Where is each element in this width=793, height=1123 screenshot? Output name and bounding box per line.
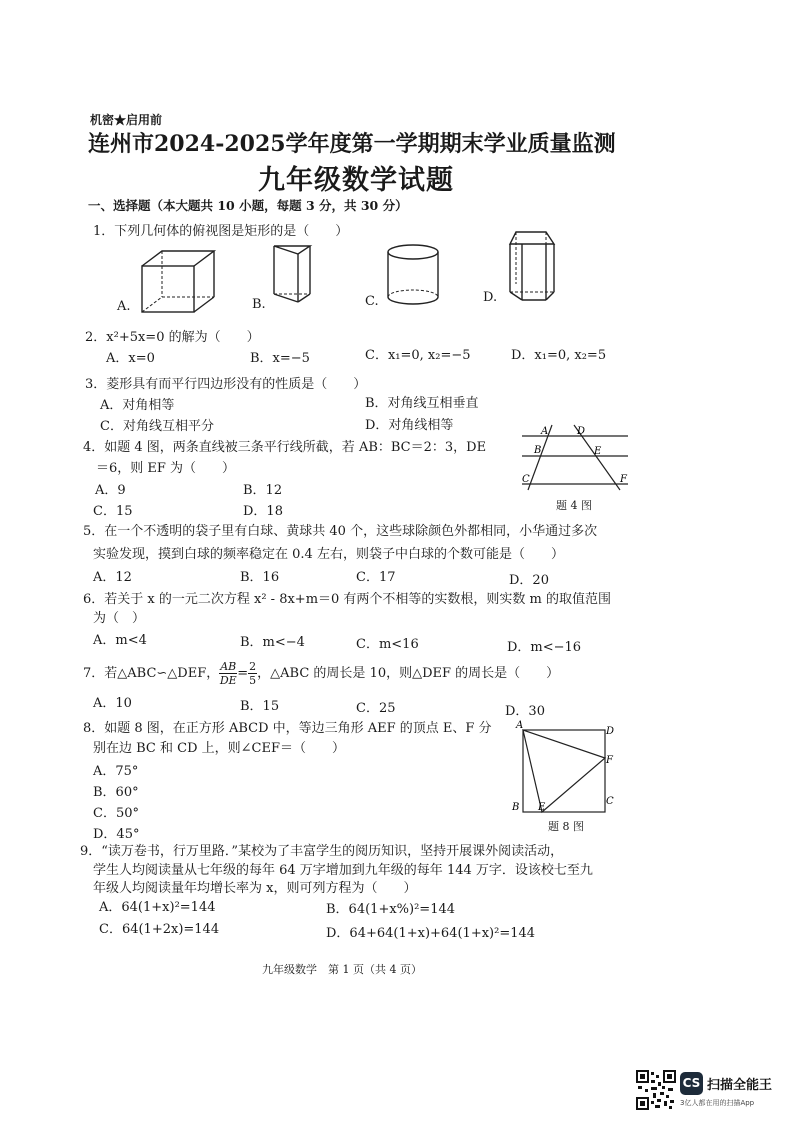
q7-fraction-numerator: AB	[220, 660, 237, 673]
q8-label-c: C	[606, 796, 614, 807]
q7-option-a: A．10	[93, 696, 132, 711]
q7-fraction-ratio	[219, 660, 237, 687]
exam-subtitle: 九年级数学试题	[258, 165, 454, 196]
q4-option-c: C．15	[93, 504, 133, 519]
q5-option-b: B．16	[240, 570, 280, 585]
q1-label-c: C.	[365, 294, 379, 309]
q6-stem-line2: 为（ ）	[93, 611, 146, 626]
q9-stem-line3: 年级人均阅读量年均增长率为 x，则可列方程为（ ）	[93, 881, 417, 896]
q4-label-a: A	[541, 426, 549, 437]
q4-option-b: B．12	[243, 483, 283, 498]
q1-figure-b	[272, 244, 318, 310]
q8-label-b: B	[512, 802, 520, 813]
q9-stem-line1: 9．“读万卷书，行万里路．”某校为了丰富学生的阅历知识，坚持开展课外阅读活动，	[80, 844, 564, 859]
q1-figure-c	[386, 243, 442, 311]
q7-stem-suffix: ，△ABC 的周长是 10，则△DEF 的周长是（ ）	[257, 666, 560, 681]
q3-option-d: D．对角线相等	[365, 418, 454, 433]
q1-figure-d	[508, 230, 558, 306]
q1-label-d: D.	[483, 290, 498, 305]
q8-stem-line2: 别在边 BC 和 CD 上，则∠CEF＝（ ）	[93, 741, 345, 756]
q7-stem	[83, 660, 559, 687]
qr-code-icon	[636, 1070, 676, 1114]
q3-stem: 3．菱形具有而平行四边形没有的性质是（ ）	[85, 377, 367, 392]
q8-option-d: D．45°	[93, 827, 140, 842]
q2-option-a: A．x=0	[106, 351, 155, 366]
q1-stem: 1．下列几何体的俯视图是矩形的是（ ）	[93, 224, 349, 239]
q7-option-c: C．25	[356, 701, 396, 716]
q2-stem: 2．x²+5x=0 的解为（ ）	[85, 330, 260, 345]
q4-option-a: A．9	[95, 483, 126, 498]
q7-equals: =	[237, 666, 249, 681]
q4-stem-line2: ＝6，则 EF 为（ ）	[96, 461, 236, 476]
scanner-tagline: 3亿人都在用的扫描App	[680, 1099, 755, 1107]
q4-label-c: C	[522, 474, 530, 485]
q7-fraction2-denominator: 5	[249, 674, 257, 687]
q4-figure	[514, 422, 634, 496]
q7-fraction-value	[248, 660, 257, 687]
q1-label-a: A.	[117, 299, 131, 314]
q3-option-a: A．对角相等	[100, 398, 175, 413]
q3-option-c: C．对角线互相平分	[100, 419, 214, 434]
q5-stem-line2: 实验发现，摸到白球的频率稳定在 0.4 左右，则袋子中白球的个数可能是（ ）	[93, 547, 564, 562]
q4-label-e: E	[594, 446, 602, 457]
q7-option-b: B．15	[240, 699, 280, 714]
q8-label-e: E	[538, 802, 546, 813]
q4-label-b: B	[534, 445, 542, 456]
q7-fraction2-numerator: 2	[249, 660, 257, 673]
q4-label-d: D	[577, 426, 586, 437]
q8-label-f: F	[606, 755, 613, 766]
exam-title: 连州市2024-2025学年度第一学期期末学业质量监测	[88, 131, 616, 157]
page-footer: 九年级数学 第 1 页（共 4 页）	[262, 963, 422, 976]
q2-option-c: C．x₁=0, x₂=−5	[365, 348, 471, 363]
q2-option-d: D．x₁=0, x₂=5	[511, 348, 607, 363]
q7-stem-prefix: 7．若△ABC∽△DEF，	[83, 666, 220, 681]
scanner-app-name: 扫描全能王	[707, 1078, 773, 1093]
q4-label-f: F	[620, 474, 627, 485]
secret-label: 机密★启用前	[90, 113, 163, 127]
q8-caption: 题 8 图	[548, 820, 584, 833]
q4-option-d: D．18	[243, 504, 283, 519]
camscanner-logo-icon: CS	[680, 1072, 703, 1095]
q2-option-b: B．x=−5	[250, 351, 310, 366]
q1-label-b: B.	[252, 297, 266, 312]
q9-option-b: B．64(1+x%)²=144	[326, 902, 456, 917]
section-heading: 一、选择题（本大题共 10 小题，每题 3 分，共 30 分）	[88, 198, 408, 213]
q8-option-c: C．50°	[93, 806, 139, 821]
q5-stem-line1: 5．在一个不透明的袋子里有白球、黄球共 40 个，这些球除颜色外都相同，小华通过多次	[83, 524, 598, 539]
q8-stem-line1: 8．如题 8 图，在正方形 ABCD 中，等边三角形 AEF 的顶点 E、F 分	[83, 721, 492, 736]
q1-figure-a	[140, 248, 220, 318]
q4-stem-line1: 4．如题 4 图，两条直线被三条平行线所截，若 AB：BC＝2：3，DE	[83, 440, 487, 455]
q5-option-a: A．12	[93, 570, 132, 585]
q3-option-b: B．对角线互相垂直	[365, 396, 479, 411]
q6-option-b: B．m<−4	[240, 635, 305, 650]
q6-option-c: C．m<16	[356, 637, 419, 652]
q9-stem-line2: 学生人均阅读量从七年级的每年 64 万字增加到九年级的每年 144 万字．设该校七至九	[93, 863, 593, 878]
q9-option-d: D．64+64(1+x)+64(1+x)²=144	[326, 926, 536, 941]
q9-option-a: A．64(1+x)²=144	[99, 900, 216, 915]
q5-option-c: C．17	[356, 570, 396, 585]
q7-fraction-denominator: DE	[219, 674, 237, 687]
q6-stem-line1: 6．若关于 x 的一元二次方程 x² - 8x+m＝0 有两个不相等的实数根，则实数 m 的取值范围	[83, 592, 612, 607]
q9-option-c: C．64(1+2x)=144	[99, 922, 220, 937]
q8-label-a: A	[516, 720, 524, 731]
q8-figure	[508, 718, 620, 822]
q8-option-a: A．75°	[93, 764, 139, 779]
q7-option-d: D．30	[505, 704, 545, 719]
q6-option-d: D．m<−16	[507, 640, 582, 655]
q6-option-a: A．m<4	[93, 633, 147, 648]
q4-caption: 题 4 图	[556, 499, 592, 512]
q5-option-d: D．20	[509, 573, 549, 588]
q8-option-b: B．60°	[93, 785, 139, 800]
q8-label-d: D	[606, 726, 615, 737]
